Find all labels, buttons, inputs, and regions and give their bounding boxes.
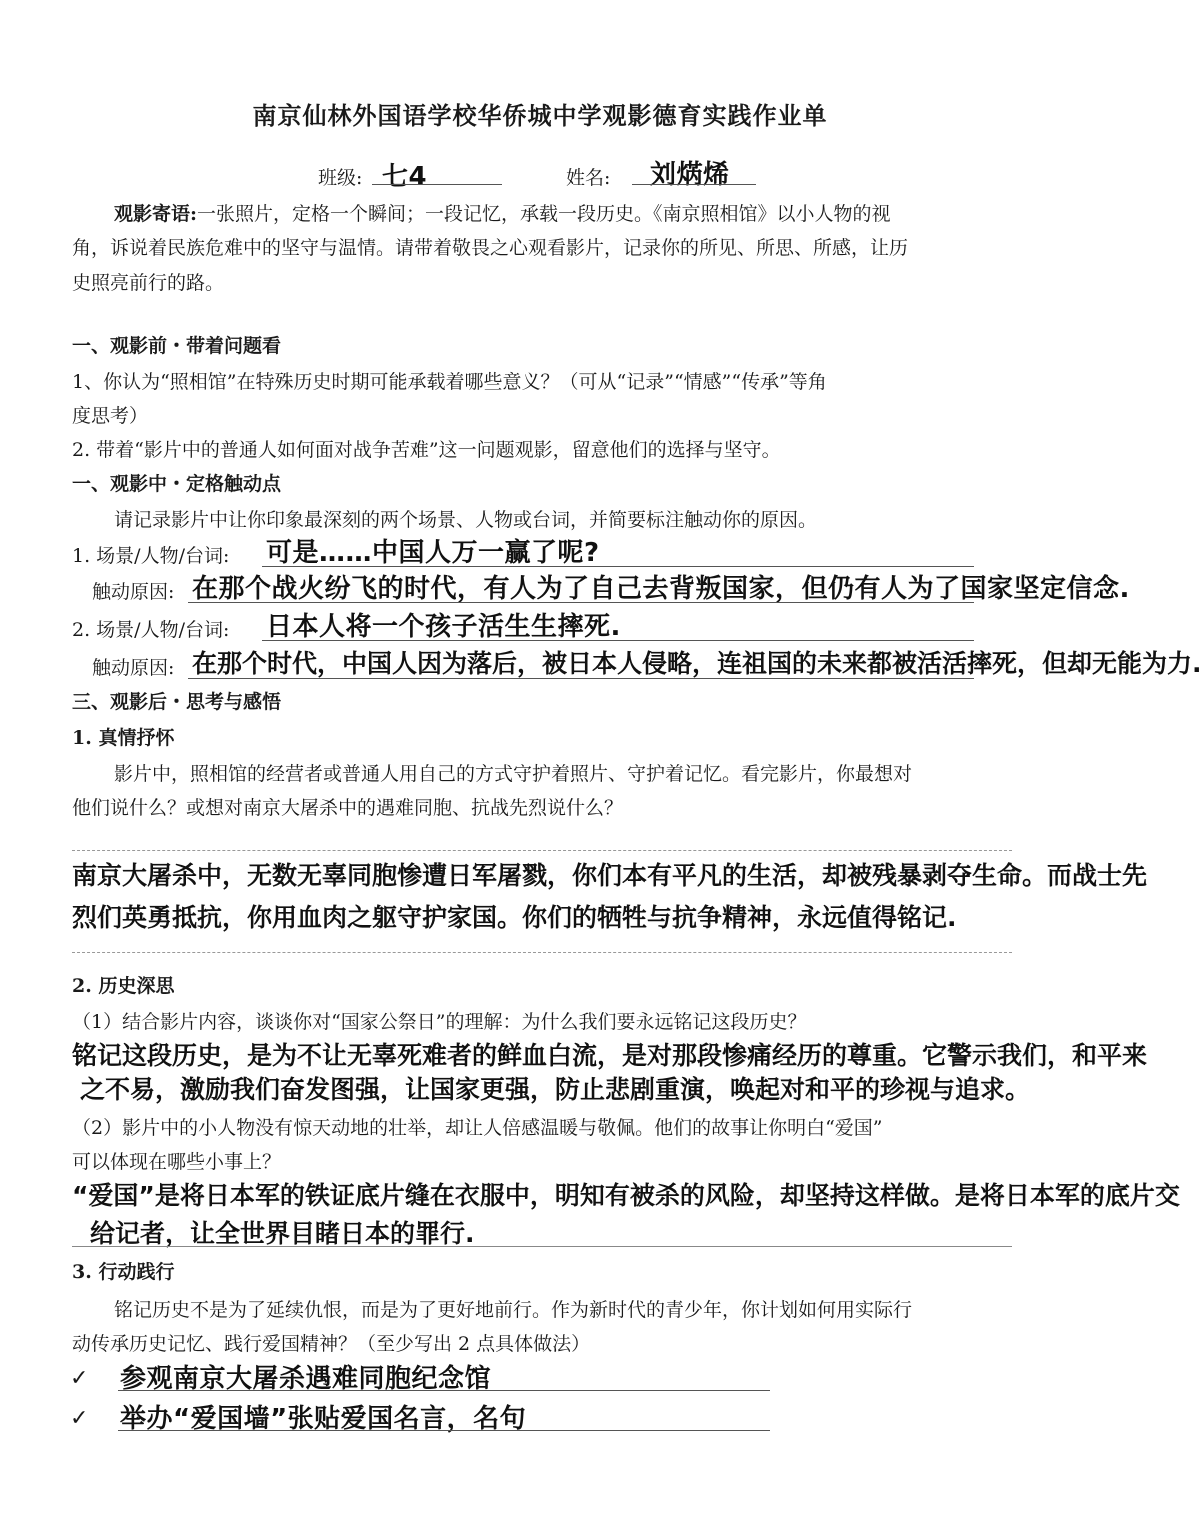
answer-line <box>72 850 1012 851</box>
reason-2-answer[interactable]: 在那个时代，中国人因为落后，被日本人侵略，连祖国的未来都被活活摔死，但却无能为力. <box>192 649 1202 678</box>
subsection-1-prompt-line-1: 影片中，照相馆的经营者或普通人用自己的方式守护着照片、守护着记忆。看完影片，你最想对 <box>114 763 913 785</box>
reason-1-label: 触动原因: <box>92 581 175 603</box>
check-icon: ✓ <box>70 1366 89 1391</box>
class-value[interactable]: 七4 <box>382 162 428 192</box>
subsection-3-prompt-line-2: 动传承历史记忆、践行爱国精神？（至少写出 2 点具体做法） <box>72 1333 591 1355</box>
subsection-2-answer-1-line-2[interactable]: 之不易，激励我们奋发图强，让国家更强，防止悲剧重演，唤起对和平的珍视与追求。 <box>80 1075 1031 1104</box>
subsection-1-answer-line-1[interactable]: 南京大屠杀中，无数无辜同胞惨遭日军屠戮，你们本有平凡的生活，却被残暴剥夺生命。而战士先 <box>72 861 1148 890</box>
item-2-underline <box>262 640 974 641</box>
subsection-2-heading: 2. 历史深思 <box>72 975 175 997</box>
reason-2-label: 触动原因: <box>92 657 175 679</box>
item-1-underline <box>262 566 974 567</box>
class-underline <box>372 184 502 185</box>
name-value[interactable]: 刘焫烯 <box>650 160 730 190</box>
reason-1-answer[interactable]: 在那个战火纷飞的时代，有人为了自己去背叛国家，但仍有人为了国家坚定信念. <box>192 574 1130 604</box>
question-1-line-1: 1、你认为“照相馆”在特殊历史时期可能承载着哪些意义？（可从“记录”“情感”“传承”等角 <box>72 371 827 393</box>
item-2-answer[interactable]: 日本人将一个孩子活生生摔死. <box>266 612 621 642</box>
item-1-label: 1. 场景/人物/台词: <box>72 545 230 567</box>
subsection-2-answer-2-line-2[interactable]: 给记者，让全世界目睹日本的罪行. <box>90 1219 475 1248</box>
class-label: 班级: <box>318 167 363 189</box>
subsection-2-answer-2-line-1[interactable]: “爱国”是将日本军的铁证底片缝在衣服中，明知有被杀的风险，却坚持这样做。是将日本军的底片交 <box>72 1181 1180 1210</box>
item-1-answer[interactable]: 可是……中国人万一赢了呢? <box>266 538 600 568</box>
answer-line <box>72 952 1012 953</box>
question-2: 2. 带着“影片中的普通人如何面对战争苦难”这一问题观影，留意他们的选择与坚守。 <box>72 439 781 461</box>
answer-underline <box>72 1246 1012 1247</box>
item-2-label: 2. 场景/人物/台词: <box>72 619 230 641</box>
action-2-answer[interactable]: 举办“爱国墙”张贴爱国名言，名句 <box>120 1404 527 1434</box>
subsection-1-prompt-line-2: 他们说什么？或想对南京大屠杀中的遇难同胞、抗战先烈说什么？ <box>72 797 624 819</box>
subsection-1-answer-line-2[interactable]: 烈们英勇抵抗，你用血肉之躯守护家国。你们的牺牲与抗争精神，永远值得铭记. <box>72 903 957 932</box>
subsection-1-heading: 1. 真情抒怀 <box>72 727 175 749</box>
action-2-underline <box>118 1430 770 1431</box>
intro-line-3: 史照亮前行的路。 <box>72 272 225 294</box>
check-icon: ✓ <box>70 1406 89 1431</box>
subsection-2-question-1: （1）结合影片内容，谈谈你对“国家公祭日”的理解：为什么我们要永远铭记这段历史？ <box>72 1011 807 1033</box>
intro-line-2: 角，诉说着民族危难中的坚守与温情。请带着敬畏之心观看影片，记录你的所见、所思、所感，让历 <box>72 237 909 259</box>
intro-label: 观影寄语: <box>114 203 198 225</box>
subsection-2-question-2-line-2: 可以体现在哪些小事上？ <box>72 1151 282 1173</box>
reason-2-underline <box>188 678 974 679</box>
subsection-2-question-2-line-1: （2）影片中的小人物没有惊天动地的壮举，却让人倍感温暖与敬佩。他们的故事让你明白“爱国” <box>72 1117 883 1139</box>
intro-line-1: 观影寄语:一张照片，定格一个瞬间；一段记忆，承载一段历史。《南京照相馆》以小人物的视 <box>114 203 891 225</box>
subsection-3-prompt-line-1: 铭记历史不是为了延续仇恨，而是为了更好地前行。作为新时代的青少年，你计划如何用实际行 <box>114 1299 913 1321</box>
name-label: 姓名: <box>566 167 611 189</box>
action-1-underline <box>118 1390 770 1391</box>
section-2-heading: 一、观影中・定格触动点 <box>72 473 282 495</box>
action-1-answer[interactable]: 参观南京大屠杀遇难同胞纪念馆 <box>120 1364 492 1394</box>
section-3-heading: 三、观影后・思考与感悟 <box>72 691 282 713</box>
subsection-2-answer-1-line-1[interactable]: 铭记这段历史，是为不让无辜死难者的鲜血白流，是对那段惨痛经历的尊重。它警示我们，和平来 <box>72 1041 1148 1070</box>
reason-1-underline <box>188 602 974 603</box>
question-1-line-2: 度思考） <box>72 405 149 427</box>
subsection-3-heading: 3. 行动践行 <box>72 1261 175 1283</box>
section-2-instruction: 请记录影片中让你印象最深刻的两个场景、人物或台词，并简要标注触动你的原因。 <box>114 509 818 531</box>
section-1-heading: 一、观影前・带着问题看 <box>72 335 282 357</box>
name-underline <box>632 184 756 185</box>
page-title: 南京仙林外国语学校华侨城中学观影德育实践作业单 <box>252 101 828 130</box>
